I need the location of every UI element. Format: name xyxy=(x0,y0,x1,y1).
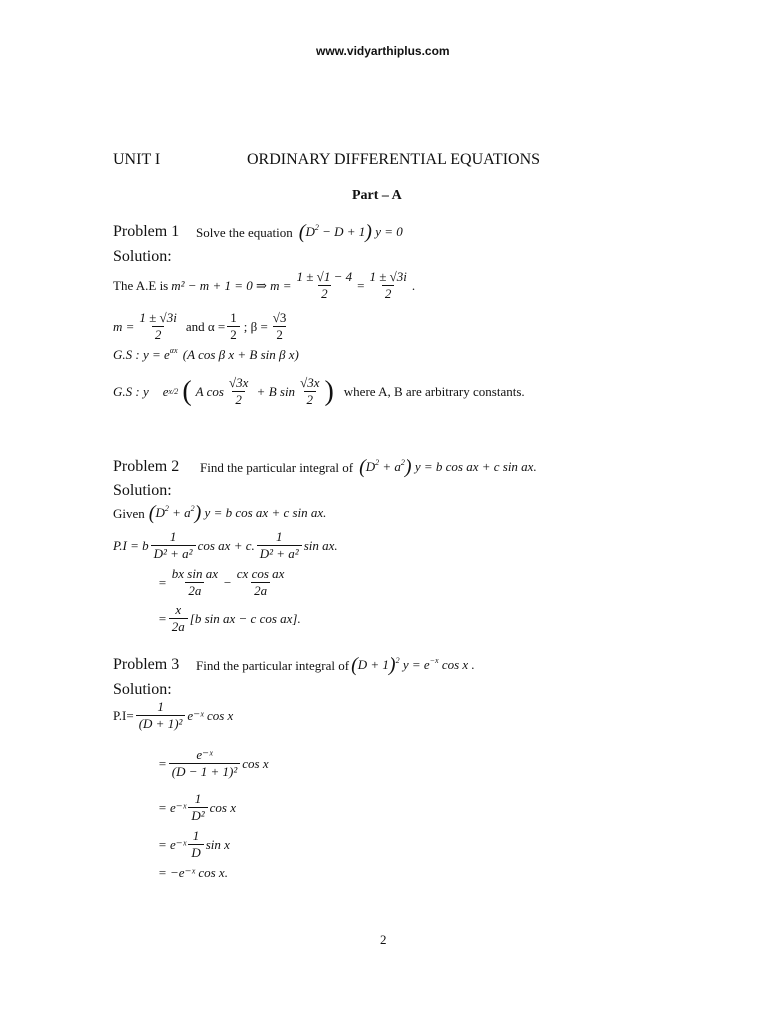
p3-step5: = −e⁻ˣ cos x. xyxy=(158,865,228,880)
p2-pi-line xyxy=(113,530,338,562)
p1-beta-frac xyxy=(270,311,290,343)
p1-gs2-line: G.S : y e x/2 ( A cos $\frac{√3x}{2}$ + B sin $\frac{√3x}{2}$ ) where A, B are arbitrary constants. xyxy=(113,375,525,408)
p2-frac-1-num: 1 xyxy=(169,529,177,544)
p3-step1-frac xyxy=(136,700,186,732)
problem1-statement-text: Solve the equation xyxy=(196,224,293,240)
p2-step3-line: = $\frac{x}{2a}$ [b sin ax − c cos ax]. xyxy=(158,602,301,635)
p3-step2-line: = $\frac{\text{e⁻ˣ}}{\text{(D − 1 + 1)²}}$ cos x xyxy=(158,747,269,780)
p2-step2-num-2: cx cos ax xyxy=(236,566,285,581)
p1-beta-den: 2 xyxy=(273,326,286,342)
problem3-equation: $(D + 1)^2$ $y = e^{-x}$ cos x . xyxy=(351,654,475,676)
p1-gs2-note: where A, B are arbitrary constants. xyxy=(343,384,525,400)
p1-ae-line: The A.E is m² − m + 1 = 0 ⇒ m = $\frac{1 \pm √1 - 4}{2}$ = $\frac{1 \pm √3i}{2}$ . xyxy=(113,269,416,302)
problem2-statement-text: Find the particular integral of xyxy=(200,459,354,475)
p1-gs2-frac-b xyxy=(297,376,322,408)
p3-step3-den: D² xyxy=(188,807,207,823)
unit-title: ORDINARY DIFFERENTIAL EQUATIONS xyxy=(247,151,541,168)
p3-step4-rest: sin x xyxy=(205,837,230,853)
solution-label-2: Solution: xyxy=(113,482,172,499)
solution-label-3: Solution: xyxy=(113,681,172,698)
p1-gs2-den-a: 2 xyxy=(232,391,245,407)
p2-step3-num: x xyxy=(175,602,182,617)
p2-frac-2-den: D² + a² xyxy=(257,545,302,561)
p2-pi-end: sin ax. xyxy=(303,538,338,554)
p2-frac-2 xyxy=(257,530,302,562)
p2-step2-frac-1 xyxy=(169,567,221,599)
p3-step3-line xyxy=(158,792,236,824)
p3-step4-line xyxy=(158,829,230,861)
p1-gs2-b: B sin xyxy=(268,384,296,400)
p1-gs1-rest: (A cos β x + B sin β x) xyxy=(182,347,299,362)
p3-step3-frac xyxy=(188,792,207,824)
p1-alpha-frac xyxy=(227,311,240,343)
problem3-statement-text: Find the particular integral of xyxy=(196,657,350,673)
p2-pi-mid: cos ax + c. xyxy=(197,538,255,554)
p3-step2-den: (D − 1 + 1)² xyxy=(169,763,241,779)
p2-step3-frac xyxy=(169,603,188,635)
p3-step1-line xyxy=(113,700,233,732)
p1-gs2-den-b: 2 xyxy=(304,391,317,407)
p1-m-frac xyxy=(136,311,179,343)
problem1-statement xyxy=(196,222,403,242)
problem2-equation: $(D^2 + a^2) y = b$ cos ax + c sin ax. xyxy=(359,456,537,478)
p2-frac-1-den: D² + a² xyxy=(151,545,196,561)
header-url: www.vidyarthiplus.com xyxy=(316,44,450,58)
p1-gs2-e: e xyxy=(162,384,169,400)
p3-step2-frac xyxy=(169,748,241,780)
solution-label-1: Solution: xyxy=(113,248,172,265)
p1-gs2-frac-a xyxy=(226,376,251,408)
problem1-label: Problem 1 xyxy=(113,223,180,240)
p3-step4-frac xyxy=(188,829,203,861)
p1-m-num: 1 ± √3i xyxy=(139,310,177,325)
problem3-label: Problem 3 xyxy=(113,656,180,673)
p2-given-equation: $(D^2 + a^2) y = b$ cos ax + c sin ax. xyxy=(148,502,327,524)
p1-root-den-1: 2 xyxy=(318,285,331,301)
p2-step3-rest: [b sin ax − c cos ax]. xyxy=(189,611,301,627)
p1-ae-prefix: The A.E is xyxy=(113,278,169,294)
p1-root-frac-1 xyxy=(294,270,356,302)
p1-gs2-prefix: G.S : y xyxy=(113,384,149,400)
p3-step4-pre: = e⁻ˣ xyxy=(158,837,187,853)
p1-ae-eq: m² − m + 1 = 0 ⇒ m = xyxy=(171,278,292,294)
p1-alpha-num: 1 xyxy=(230,310,237,325)
p3-step4-den: D xyxy=(188,844,203,860)
p1-m-line xyxy=(113,311,291,343)
p3-step1-num: 1 xyxy=(157,699,164,714)
unit-label: UNIT I xyxy=(113,151,161,168)
p2-step2-line: = $\frac{\text{bx sin ax}}{2a}$ − $\frac{\text{cx cos ax}}{2a}$ xyxy=(158,567,289,599)
p1-root-num-2: 1 ± √3i xyxy=(369,269,407,284)
p2-frac-1 xyxy=(151,530,196,562)
p1-root-num-1: 1 ± √1 − 4 xyxy=(296,269,353,284)
p3-step1-rest: e⁻ˣ cos x xyxy=(187,708,234,724)
p2-step2-den-1: 2a xyxy=(185,582,204,598)
p3-step3-rest: cos x xyxy=(209,800,236,816)
p2-step3-den: 2a xyxy=(169,618,188,634)
p1-beta-text: ; β = xyxy=(243,319,268,335)
p2-given-line xyxy=(113,503,326,523)
p2-step2-frac-2 xyxy=(234,567,288,599)
p1-beta-num: √3 xyxy=(272,310,287,325)
p1-gs1 xyxy=(113,348,299,361)
p3-step2-rest: cos x xyxy=(242,756,269,772)
p2-step2-num-1: bx sin ax xyxy=(171,566,218,581)
p1-m-label: m = xyxy=(113,319,135,335)
problem2-statement xyxy=(200,457,537,477)
p1-alpha-text: and α = xyxy=(185,319,226,335)
p3-step3-pre: = e⁻ˣ xyxy=(158,800,187,816)
p3-step3-num: 1 xyxy=(194,791,202,806)
problem1-equation: $(D^2 - D + 1) y = 0$ xyxy=(298,221,403,243)
page-number: 2 xyxy=(380,932,387,947)
p1-gs2-num-b: √3x xyxy=(300,375,320,390)
p2-step2-den-2: 2a xyxy=(251,582,270,598)
p2-frac-2-num: 1 xyxy=(275,529,283,544)
p1-gs1-lhs: G.S : y = e xyxy=(113,347,170,362)
p1-root-frac-2 xyxy=(366,270,409,302)
p1-gs1-exp: αx xyxy=(169,346,178,355)
problem3-statement xyxy=(196,655,475,675)
part-heading: Part – A xyxy=(352,188,402,203)
p1-m-den: 2 xyxy=(152,326,165,342)
problem2-label: Problem 2 xyxy=(113,458,180,475)
p3-step1-den: (D + 1)² xyxy=(136,715,186,731)
p1-alpha-den: 2 xyxy=(227,326,240,342)
p1-gs2-num-a: √3x xyxy=(228,375,249,390)
p2-pi-label: P.I = b xyxy=(113,538,149,554)
p1-gs2-a: A cos xyxy=(195,384,224,400)
p2-given-label: Given xyxy=(113,505,145,521)
p3-step4-num: 1 xyxy=(192,828,200,843)
p3-step2-num: e⁻ˣ xyxy=(196,747,213,762)
p1-root-den-2: 2 xyxy=(382,285,395,301)
p3-pi-label: P.I= xyxy=(113,708,134,724)
